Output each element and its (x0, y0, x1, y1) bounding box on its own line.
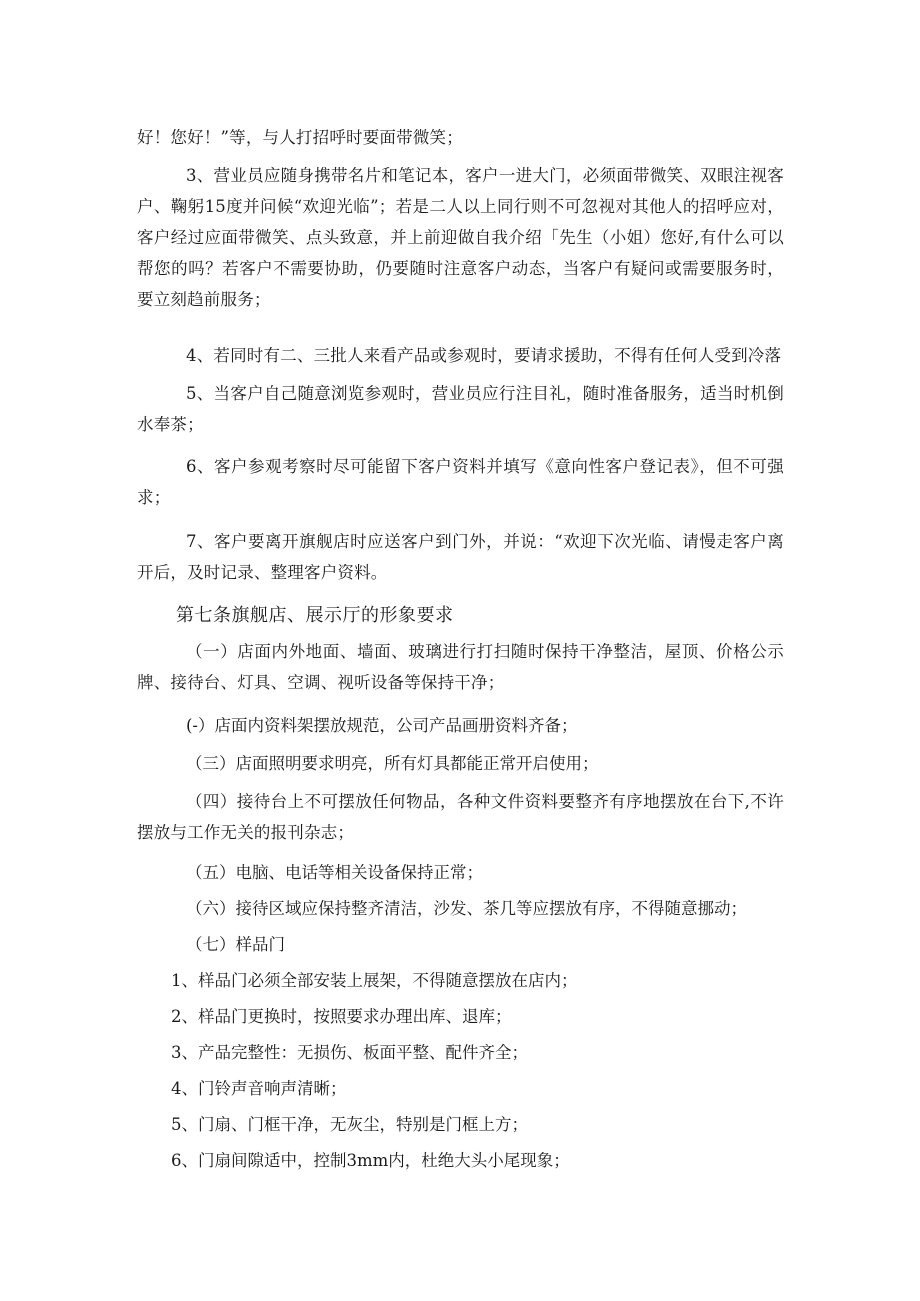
door-item-1: 1、样品门必须全部安装上展架，不得随意摆放在店内； (171, 971, 578, 990)
section-item-7: （七）样品门 (186, 935, 285, 954)
section-title: 第七条旗舰店、展示厅的形象要求 (176, 605, 454, 626)
door-item-6: 6、门扇间隙适中，控制3mm内，杜绝大头小尾现象； (171, 1151, 570, 1170)
section-item-4: （四）接待台上不可摆放任何物品，各种文件资料要整齐有序地摆放在台下,不许摆放与工作无关的报刊杂志； (137, 792, 784, 842)
door-item-2: 2、样品门更换时，按照要求办理出库、退库； (171, 1007, 512, 1026)
door-item-4: 4、门铃声音响声清晰； (171, 1079, 347, 1098)
section-item-3: （三）店面照明要求明亮，所有灯具都能正常开启使用； (186, 754, 599, 773)
section-item-6: （六）接待区域应保持整齐清洁，沙发、茶几等应摆放有序，不得随意挪动； (186, 899, 747, 918)
paragraph-rule-7: 7、客户要离开旗舰店时应送客户到门外，并说：“欢迎下次光临、请慢走客户离开后，及时记录、整理客户资料。 (137, 532, 784, 582)
section-item-1: （一）店面内外地面、墙面、玻璃进行打扫随时保持干净整洁，屋顶、价格公示牌、接待台、灯具、空调、视听设备等保持干净； (137, 642, 784, 692)
section-item-5: （五）电脑、电话等相关设备保持正常； (186, 863, 483, 882)
section-item-2: (-）店面内资料架摆放规范，公司产品画册资料齐备； (186, 716, 578, 735)
paragraph-greeting-end: 好！您好！”等，与人打招呼时要面带微笑； (137, 128, 463, 147)
door-item-5: 5、门扇、门框干净，无灰尘，特别是门框上方； (171, 1115, 528, 1134)
paragraph-rule-6: 6、客户参观考察时尽可能留下客户资料并填写《意向性客户登记表》，但不可强求； (137, 457, 784, 507)
paragraph-rule-4: 4、若同时有二、三批人来看产品或参观时，要请求援助，不得有任何人受到冷落 (186, 346, 782, 365)
door-item-3: 3、产品完整性：无损伤、板面平整、配件齐全； (171, 1043, 528, 1062)
paragraph-rule-5: 5、当客户自己随意浏览参观时，营业员应行注目礼，随时准备服务，适当时机倒水奉茶； (137, 384, 784, 434)
paragraph-rule-3: 3、营业员应随身携带名片和笔记本，客户一进大门，必须面带微笑、双眼注视客户、鞠躬15度并问候“欢迎光临”；若是二人以上同行则不可忽视对其他人的招呼应对，客户经过应面带微笑、点头致意，并上前迎做自我介绍「先生（小姐）您好,有什么可以帮您的吗？若客户不需要协助，仍要随时注意客户动态，当客户有疑问或需要服务时，要立刻趋前服务； (137, 166, 784, 309)
